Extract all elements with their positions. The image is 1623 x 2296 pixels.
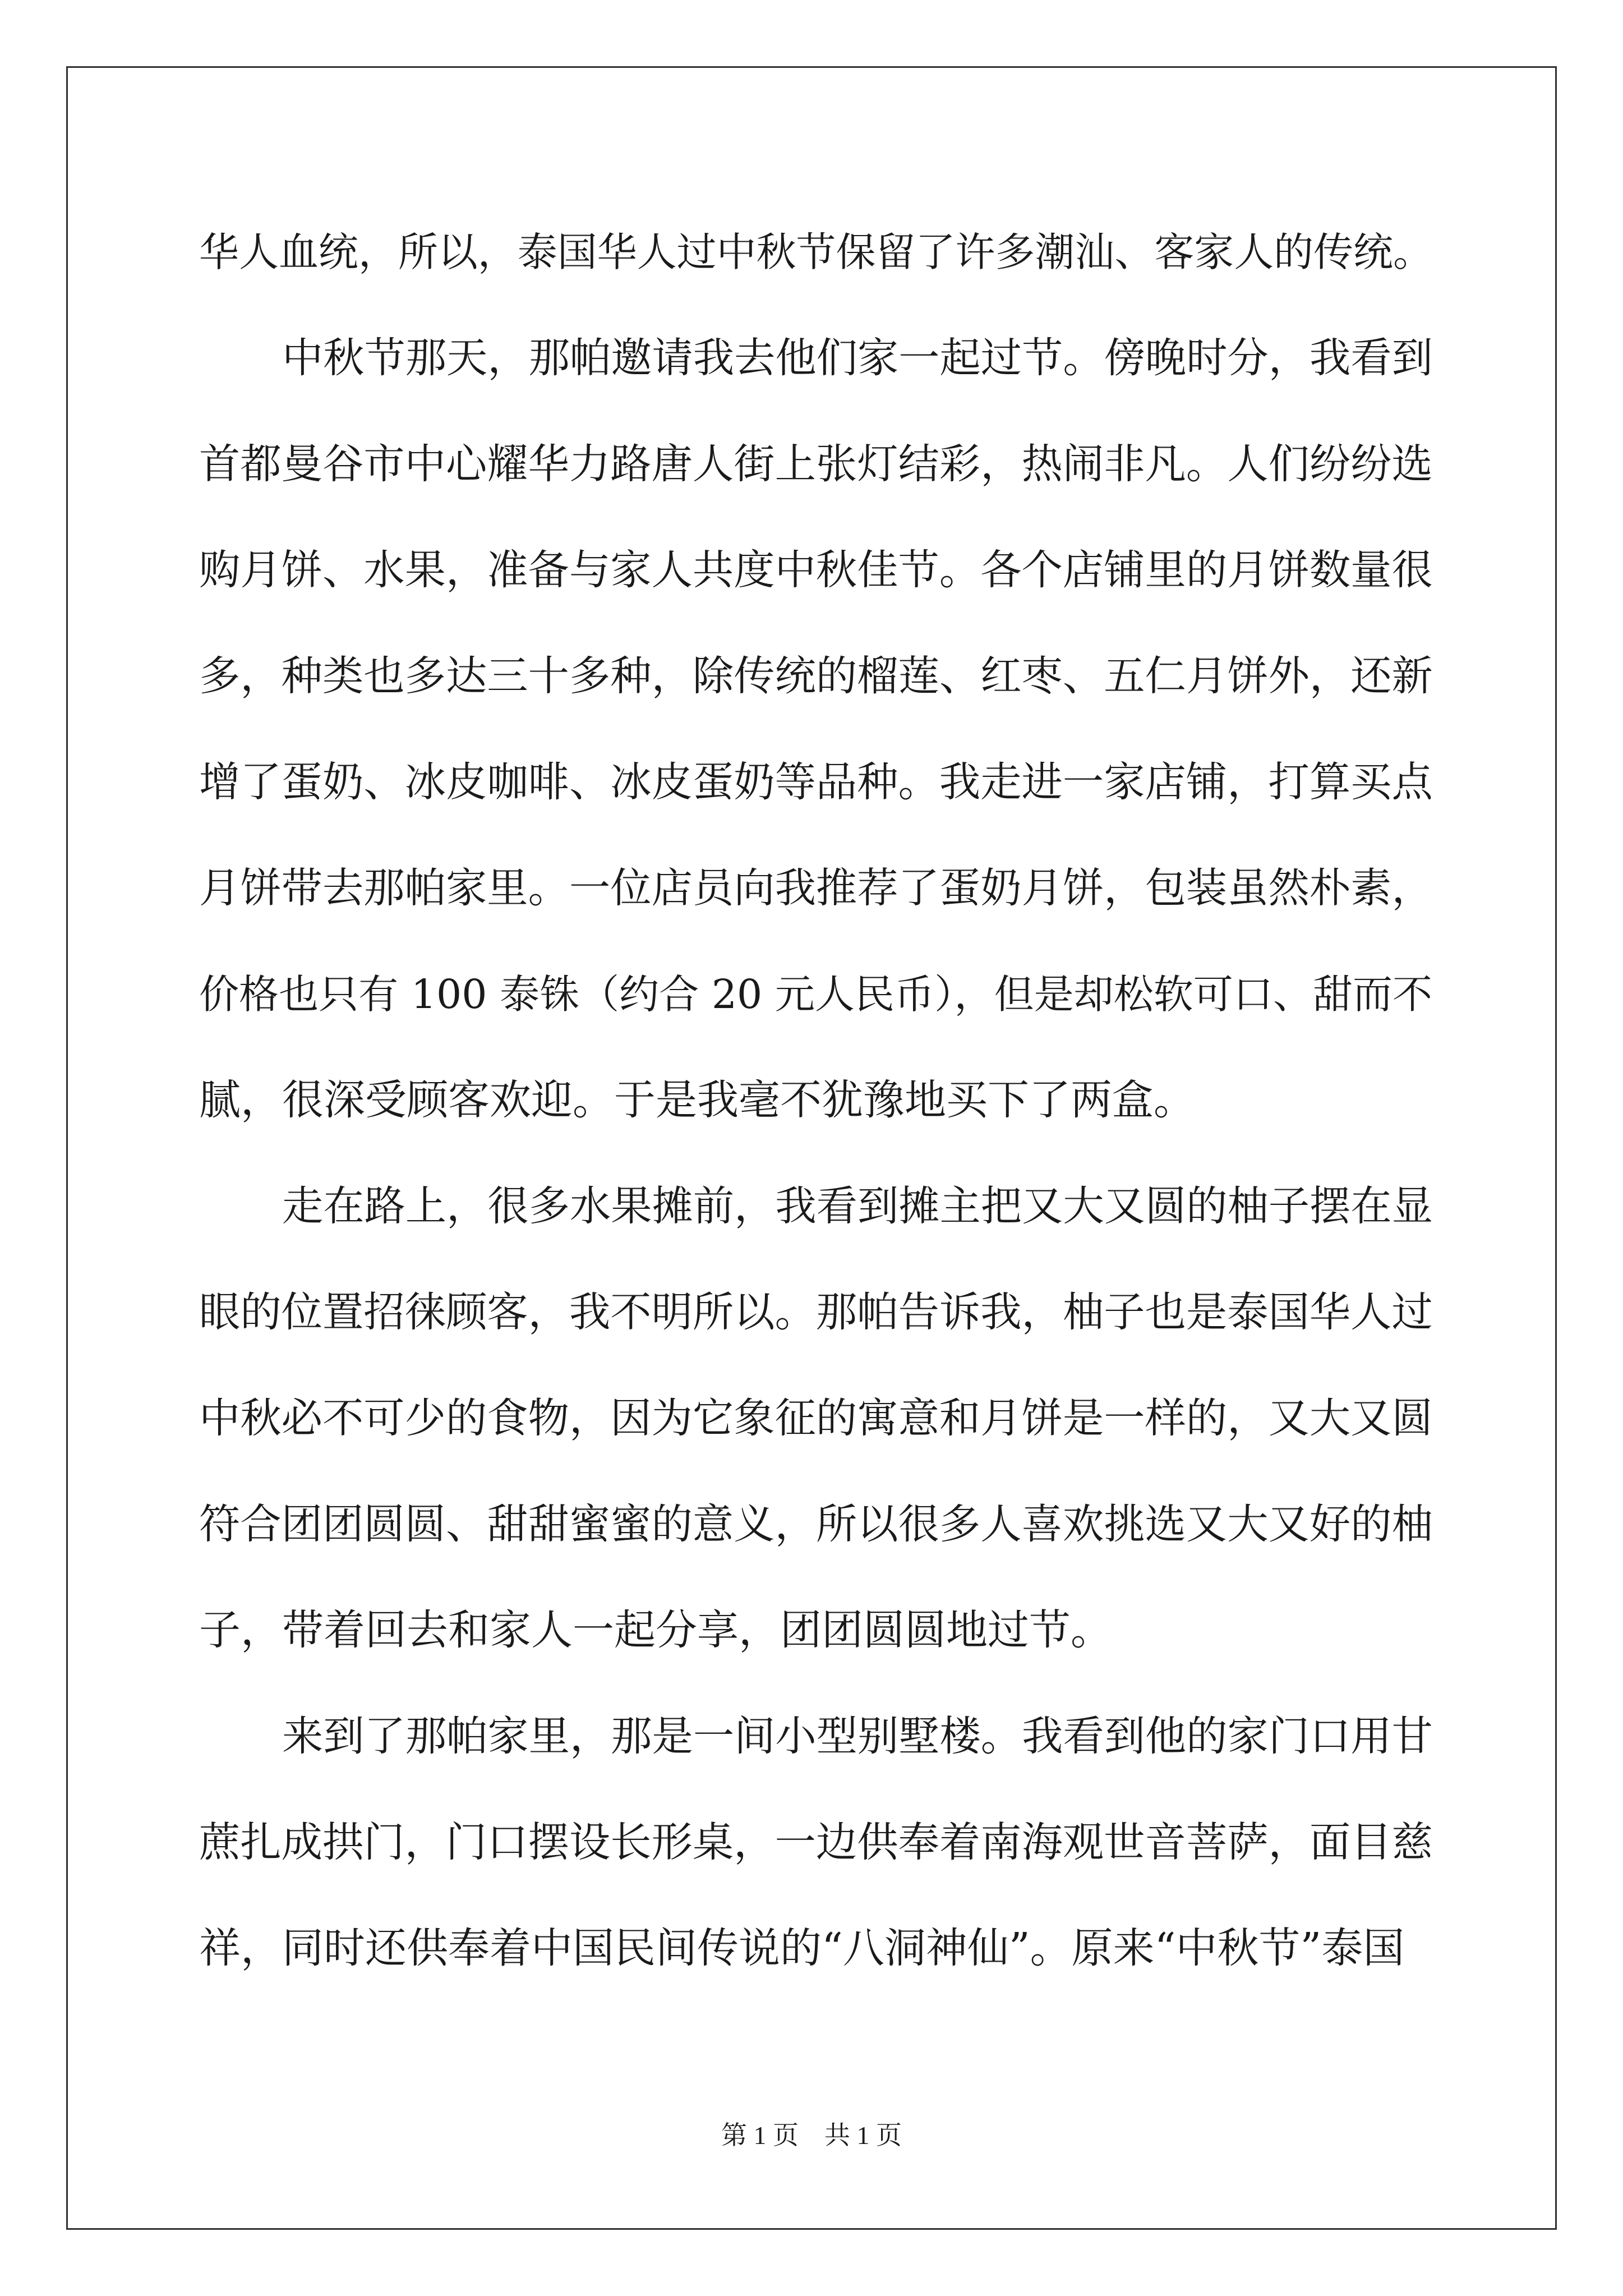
text-line: 来到了那帕家里，那是一间小型别墅楼。我看到他的家门口用甘 [282, 1713, 1433, 1760]
text-line: 走在路上，很多水果摊前，我看到摊主把又大又圆的柚子摆在显 [282, 1182, 1433, 1230]
text-line: 增了蛋奶、冰皮咖啡、冰皮蛋奶等品种。我走进一家店铺，打算买点 [199, 758, 1433, 806]
text-line: 华人血统，所以，泰国华人过中秋节保留了许多潮汕、客家人的传统。 [199, 229, 1433, 275]
page-footer: 第 1 页 共 1 页 [721, 2121, 902, 2150]
text-line: 腻，很深受顾客欢迎。于是我毫不犹豫地买下了两盒。 [199, 1076, 1195, 1124]
text-line: 月饼带去那帕家里。一位店员向我推荐了蛋奶月饼，包装虽然朴素， [199, 864, 1433, 912]
text-line: 购月饼、水果，准备与家人共度中秋佳节。各个店铺里的月饼数量很 [199, 546, 1433, 594]
text-line: 中秋必不可少的食物，因为它象征的寓意和月饼是一样的，又大又圆 [199, 1395, 1433, 1442]
text-line: 眼的位置招徕顾客，我不明所以。那帕告诉我，柚子也是泰国华人过 [199, 1289, 1433, 1336]
text-line: 符合团团圆圆、甜甜蜜蜜的意义，所以很多人喜欢挑选又大又好的柚 [199, 1501, 1433, 1548]
document-body [199, 199, 1433, 2001]
text-line: 子，带着回去和家人一起分享，团团圆圆地过节。 [199, 1606, 1112, 1654]
text-line: 多，种类也多达三十多种，除传统的榴莲、红枣、五仁月饼外，还新 [199, 652, 1433, 700]
text-line: 价格也只有 100 泰铢（约合 20 元人民币），但是却松软可口、甜而不 [199, 971, 1433, 1018]
text-line: 首都曼谷市中心耀华力路唐人街上张灯结彩，热闹非凡。人们纷纷选 [199, 440, 1433, 488]
text-line: 蔗扎成拱门，门口摆设长形桌，一边供奉着南海观世音菩萨，面目慈 [199, 1819, 1433, 1866]
text-line: 祥，同时还供奉着中国民间传说的“八洞神仙”。原来“中秋节”泰国 [199, 1924, 1405, 1972]
text-line: 中秋节那天，那帕邀请我去他们家一起过节。傍晚时分，我看到 [282, 334, 1433, 382]
